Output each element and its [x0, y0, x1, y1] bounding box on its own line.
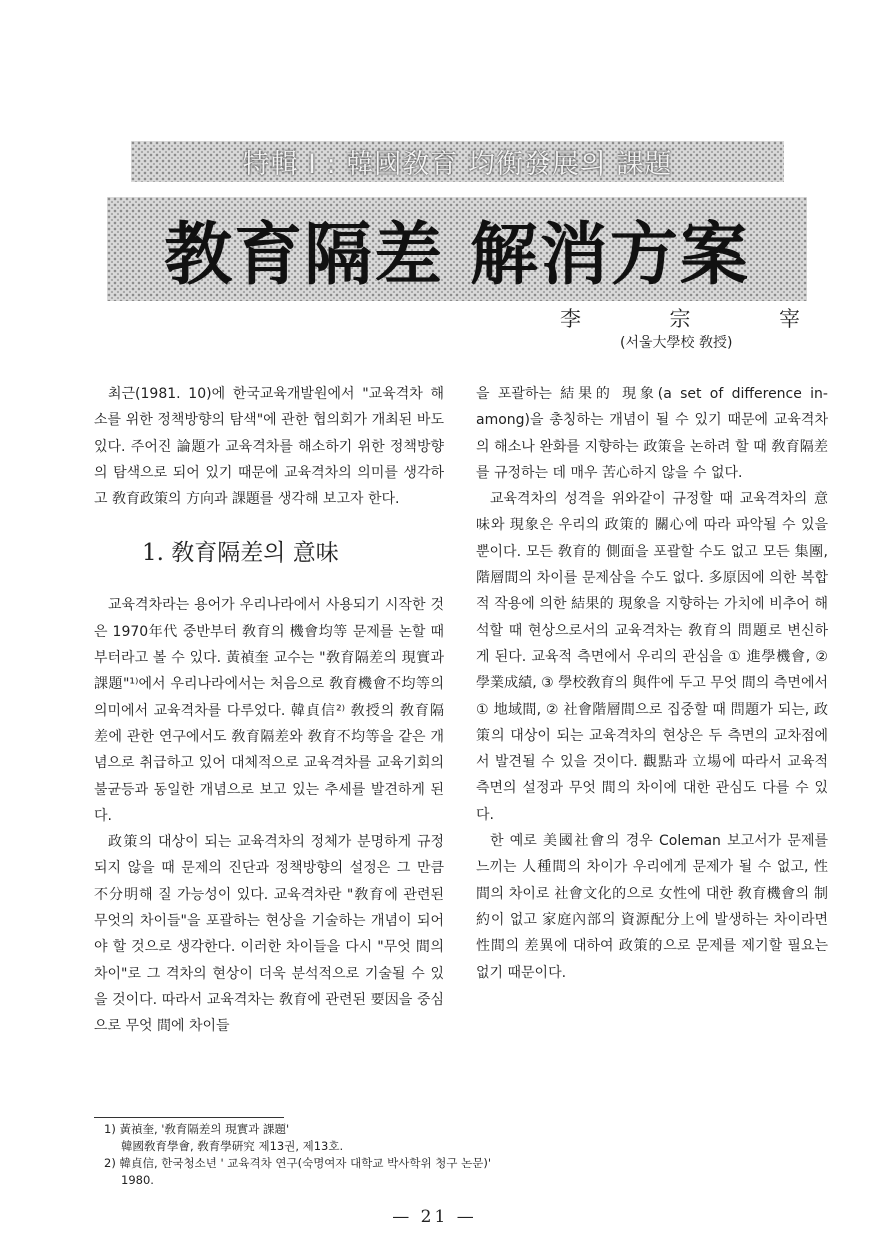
footnote-2: 2) 韓貞信, 한국청소년 ' 교육격차 연구(숙명여자 대학교 박사학위 청구 논문)' — [104, 1156, 491, 1170]
body-paragraph: 교육격차라는 용어가 우리나라에서 사용되기 시작한 것은 1970年代 중반부터 敎育의 機會均等 문제를 논할 때부터라고 볼 수 있다. 黃禎奎 교수는 "敎育隔差의 現實과 課題"¹⁾에서 우리나라에서는 처음으로 敎育機會不均等의 의미에서 교육격차를 다루었다. 韓貞信²⁾ 敎授의 敎育隔差에 관한 연구에서도 敎育隔差와 敎育不均等을 같은 개념으로 취급하고 있어 대체적으로 교육격차를 교육기회의 불균등과 동일한 개념으로 보고 있는 추세를 발견하게 된다. — [94, 597, 444, 824]
body-paragraph: 한 예로 美國社會의 경우 Coleman 보고서가 문제를 느끼는 人種間의 차이가 우리에게 문제가 될 수 없고, 性間의 차이로 社會文化的으로 女性에 대한 敎育機會의 制約이 없고 家庭內部의 資源配分上에 발생하는 차이라면 性間의 差異에 대하여 政策的으로 문제를 제기할 필요는 없기 때문이다. — [476, 833, 828, 981]
article-title: 教育隔差 解消方案 — [164, 214, 750, 295]
footnote-1-continuation: 韓國敎育學會, 敎育學硏究 제13권, 제13호. — [121, 1139, 344, 1153]
footnote-1: 1) 黃禎奎, '敎育隔差의 現實과 課題' — [104, 1122, 290, 1136]
author-char: 李 — [560, 307, 581, 331]
body-paragraph: 교육격차의 성격을 위와같이 규정할 때 교육격차의 意味와 現象은 우리의 政策的 關心에 따라 파악될 수 있을 뿐이다. 모든 敎育的 側面을 포괄할 수도 없고 모든 集團, 階層間의 차이를 문제삼을 수도 없다. 多原因에 의한 복합적 작용에 의한 結果的 現象을 지향하는 가치에 비추어 해석할 때 현상으로서의 교육격차는 敎育의 問題로 변신하게 된다. 교육적 측면에서 우리의 관심을 ① 進學機會, ② 學業成績, ③ 學校敎育의 與件에 두고 무엇 間의 측면에서 ① 地域間, ② 社會階層間으로 집중할 때 問題가 되는, 政策의 대상이 되는 교육격차의 현상은 두 측면의 교차점에서 발견될 수 있을 것이다. 觀點과 立場에 따라서 교육적 측면의 설정과 무엇 間의 차이에 대한 관심도 다를 수 있다. — [476, 491, 828, 823]
series-title-banner — [131, 141, 784, 182]
footnote-divider — [94, 1117, 284, 1118]
author-char: 宰 — [779, 307, 800, 331]
series-title: 特輯 I : 韓國敎育 均衡發展의 課題 — [242, 149, 673, 180]
body-paragraph: 을 포괄하는 結果的 現象(a set of difference in-among)을 총칭하는 개념이 될 수 있기 때문에 교육격차의 해소나 완화를 지향하는 政策을 논하려 할 때 敎育隔差를 규정하는 데 매우 苦心하지 않을 수 없다. — [476, 386, 828, 481]
section-heading: 1. 敎育隔差의 意味 — [142, 540, 339, 567]
left-column — [94, 381, 444, 1040]
page-number: — 21 — — [392, 1207, 477, 1227]
author-affiliation: (서울大學校 敎授) — [620, 335, 733, 351]
article-title-banner — [107, 197, 807, 301]
right-column — [476, 381, 828, 986]
footnote-2-continuation: 1980. — [121, 1173, 154, 1187]
intro-paragraph: 최근(1981. 10)에 한국교육개발원에서 "교육격차 해소를 위한 정책방향의 탐색"에 관한 협의회가 개최된 바도 있다. 주어진 論題가 교육격차를 해소하기 위한 정책방향의 탐색으로 되어 있기 때문에 교육격차의 의미를 생각하고 敎育政策의 方向과 課題를 생각해 보고자 한다. — [94, 386, 444, 508]
author-name — [560, 303, 800, 333]
author-char: 宗 — [669, 307, 691, 331]
footnotes — [104, 1121, 724, 1189]
body-paragraph: 政策의 대상이 되는 교육격차의 정체가 분명하게 규정되지 않을 때 문제의 진단과 정책방향의 설정은 그 만큼 不分明해 질 가능성이 있다. 교육격차란 "敎育에 관련된 무엇의 차이들"을 포괄하는 현상을 기술하는 개념이 되어야 할 것으로 생각한다. 이러한 차이들을 다시 "무엇 間의 차이"로 그 격차의 현상이 더욱 분석적으로 기술될 수 있을 것이다. 따라서 교육격차는 敎育에 관련된 要因을 중심으로 무엇 間에 차이들 — [94, 834, 444, 1035]
